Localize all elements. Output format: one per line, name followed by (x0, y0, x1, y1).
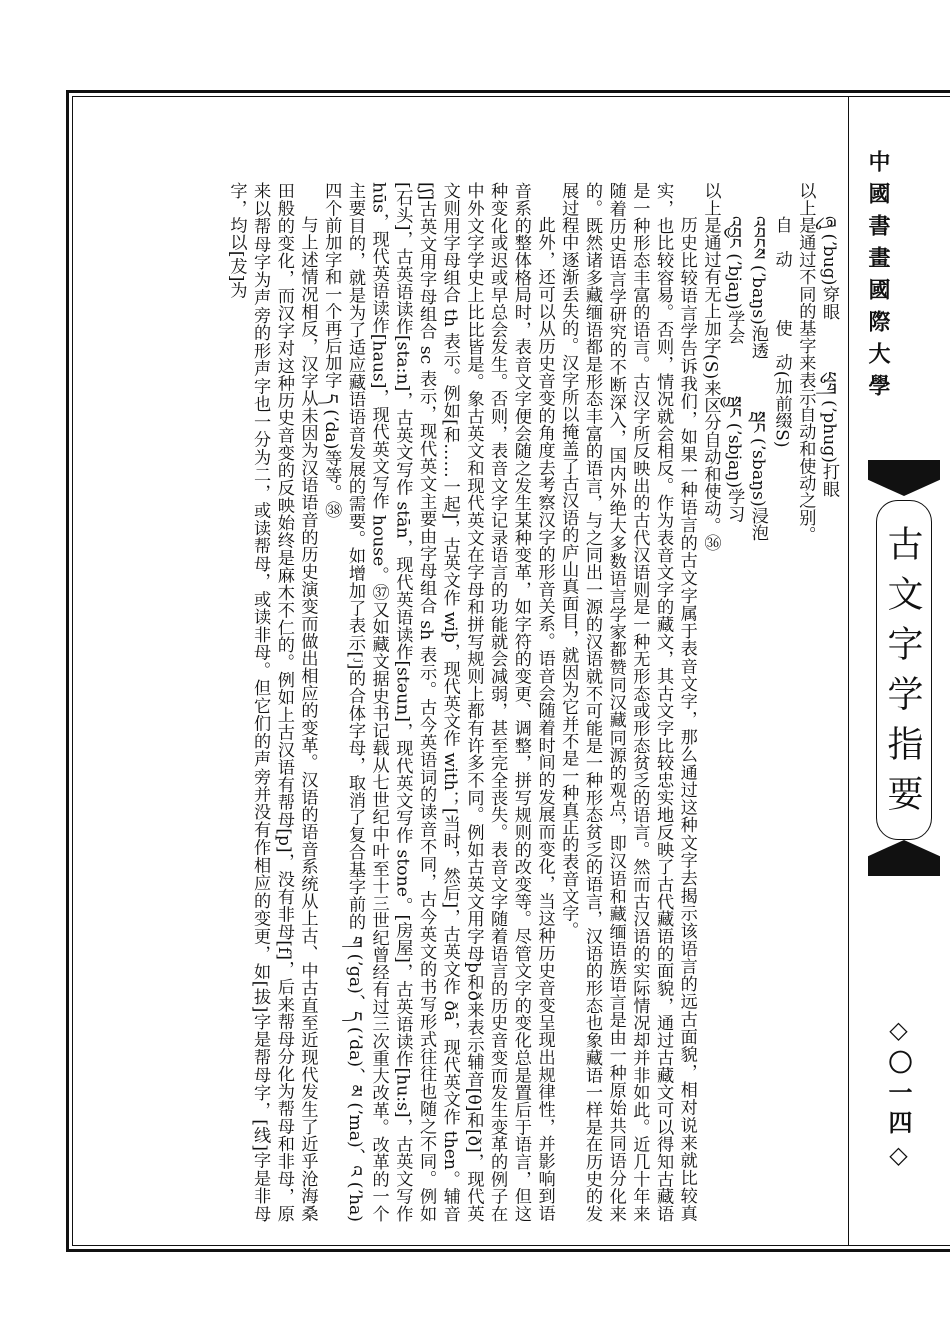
example-causative: ཕུག (ʼphug)打眼 (819, 371, 839, 498)
page-number: ◇〇一四◇ (884, 1015, 913, 1175)
paragraph: 历史比较语言学告诉我们，如果一种语言的古文字属于表音文字，那么通过这种文字去揭示该语言的远古面貌，相对说来就比较真实，也比较容易。否则，情况就会相反。作为表音文字的藏文，其古文字比较忠实地反映了古代藏语的面貌，通过古藏文可以得知古藏语是一种形态丰富的语言。古汉字所反映出的古代汉语则是一种无形态或形态贫乏的语言。然而古汉语的实际情况却并非如此。近几十年来随着历史语言学研究的不断深入，国内外绝大多数语言学家都赞同汉藏同源的观点，即汉语和藏缅语族语言是由一种原始共同语分化来的。既然诸多藏缅语都是形态丰富的语言，与之同出一源的汉语就不可能是一种形态贫乏的语言，汉语的形态也象藏语一样是在历史的发展过程中逐渐丢失的。汉字所以掩盖了古汉语的庐山真面目，就因为它并不是一种真正的表音文字。 (558, 182, 697, 1222)
example-self: ཞུ (ʼbug)穿眼 (819, 216, 839, 321)
example-causative: སྦང (ʼsbaŋs)浸泡 (747, 411, 768, 542)
paragraph: 此外，还可以从历史音变的角度去考察汉字的形音关系。语音会随着时间的发展而变化，当这种历史音变呈现出规律性，并影响到语音系的整体格局时，表音文字便会随之发生某种变革，如字符的变更、调整，拼写规则的改变等。尽管文字的变化总是置后于语言，但这种变化或迟或早总会发生。否则，表音文字记录语言的功能就会减弱，甚至完全丧失。表音文字随着语言的历史音变而发生变革的例子在中外文字学史上比比皆是。象古英文和现代英文在字母和拼写规则上都有许多不同。例如古英文用字母þ和ð来表示辅音[θ]和[ð]，现代英文则用字母组合 th 表示。例如[和……一起]，古英文作 wiþ，现代英文作 with；[当时，然后]，古英文作 ðā，现代英文作 then。辅音[ʃ]古英文用字母组合 sc 表示，现代英文主要由字母组合 sh 表示。古今英语词的读音不同，古今英文的书写形式往往也随之不同。例如[石头]，古英语读作[sta:n]，古英文写作 stān，现代英语读作[stəun]，现代英文写作 stone。[房屋]，古英语读作[hu:s]，古英文写作 hūs，现代英语读作[haus]，现代英文写作 house。㊲又如藏文据史书记载从七世纪中叶至十三世纪曾经有过三次重大改革。改革的一个主要目的，就是为了适应藏语语音发展的需要。如增加了表示[ʲ]的合体字母，取消了复合基字前的 ག (ʼga)、ད (ʼda)、མ (ʼma)、འ (ʼha)四个前加字和一个再后加字 ད (ʼda)等等。㊳ (321, 182, 555, 1222)
main-text (118, 182, 840, 1222)
label-causative: 使 动(加前缀S) (771, 319, 792, 448)
example-self: འབངས (ʼbaŋs)泡透 (747, 216, 768, 360)
example-summary-2: 以上是通过有无上加字(S)来区分自动和使动。㊱ (700, 182, 721, 552)
example-line-4 (745, 182, 769, 1222)
paragraph: 与上述情况相反，汉字从未因为汉语语音的历史演变而做出相应的变革。汉语的语音系统从上古、中古直至近现代发生了近乎沧海桑田般的变化，而汉字对这种历史音变的反映始终是麻木不仁的。例如上古汉语有帮母[p]，没有非母[f]，后来帮母分化为帮母和非母，原来以帮母字为声旁的形声字也一分为二，或读帮母，或读非母。但它们的声旁并没有作相应的变更，如[拔]字是帮母字，[线]字是非母字，均以[犮]为 (226, 182, 318, 1222)
example-self: འབྱང (ʼbjaŋ)学会 (724, 216, 745, 345)
example-line-5 (721, 182, 745, 1222)
side-column-divider (848, 96, 849, 1246)
example-summary-1: 以上是通过不同的基字来表示自动和使动之别。 (795, 182, 816, 544)
example-causative: སྦྱང (ʼsbjaŋ)学习 (724, 396, 745, 523)
publisher-header: 中國書畫國際大學 (865, 150, 891, 406)
example-line-1 (816, 182, 840, 1222)
book-title: 古文字学指要 (882, 525, 923, 825)
example-labels (769, 182, 793, 1222)
label-self: 自 动 (771, 216, 792, 268)
